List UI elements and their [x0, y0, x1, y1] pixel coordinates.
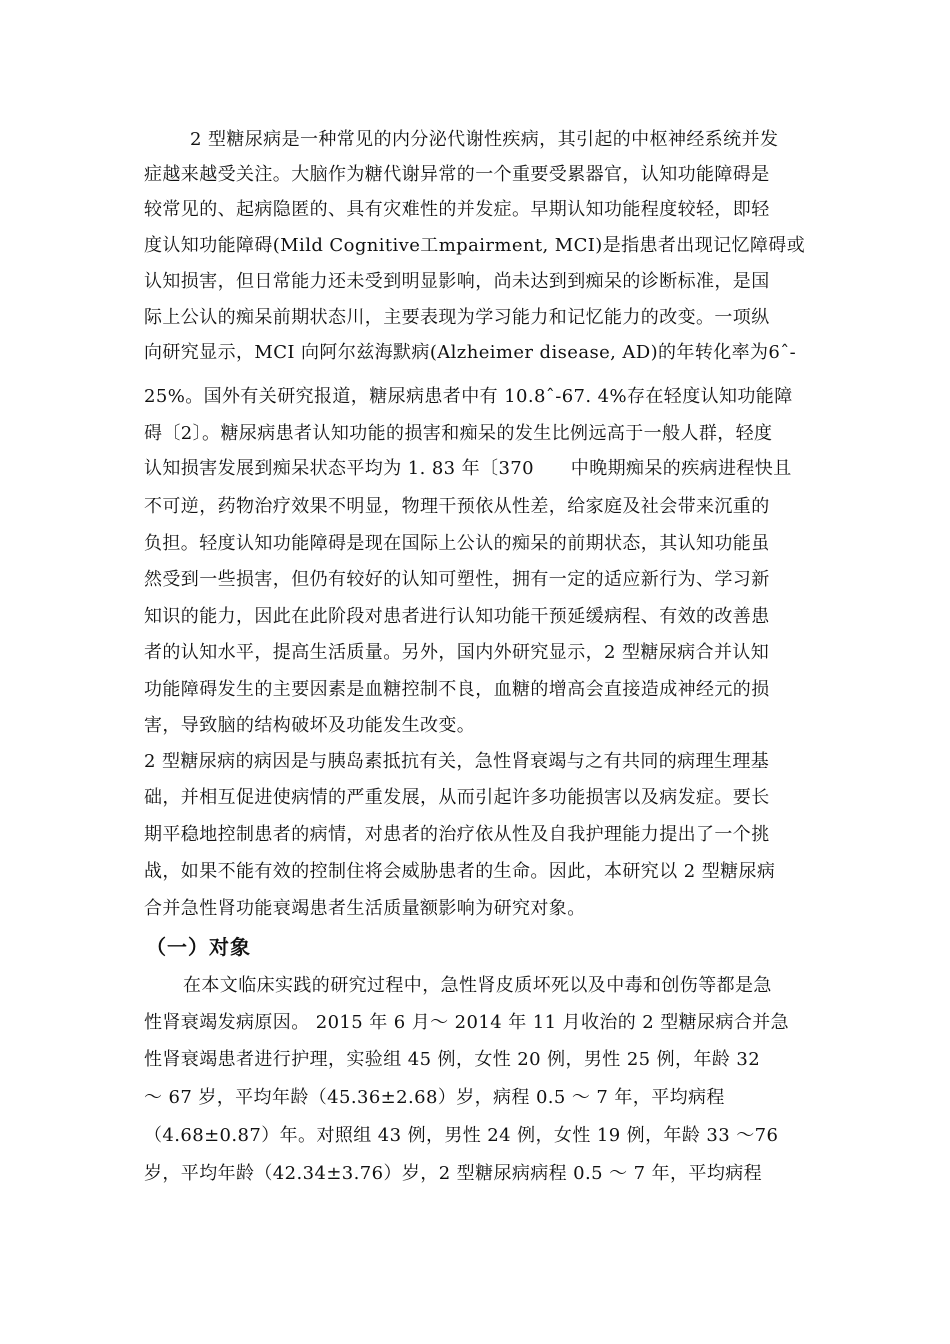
- paragraph-2-line-1: 2 型糖尿病的病因是与胰岛素抵抗有关，急性肾衰竭与之有共同的病理生理基: [144, 751, 770, 772]
- paragraph-1-line-10: 认知损害发展到痴呆状态平均为 1. 83 年〔370 中晚期痴呆的疾病进程快且: [144, 458, 792, 479]
- paragraph-1-line-13: 然受到一些损害，但仍有较好的认知可塑性，拥有一定的适应新行为、学习新: [144, 569, 770, 590]
- paragraph-1-line-5: 认知损害，但日常能力还未受到明显影响，尚未达到到痴呆的诊断标准，是国: [144, 271, 770, 292]
- paragraph-1-line-1: 2 型糖尿病是一种常见的内分泌代谢性疾病，其引起的中枢神经系统并发: [190, 129, 779, 150]
- paragraph-1-line-4: 度认知功能障碍(Mild Cognitive工mpairment, MCI)是指患者出现记忆障碍或: [144, 235, 806, 256]
- paragraph-3-line-1: 在本文临床实践的研究过程中，急性肾皮质坏死以及中毒和创伤等都是急: [183, 975, 772, 996]
- paragraph-1-line-2: 症越来越受关注。大脑作为糖代谢异常的一个重要受累器官，认知功能障碍是: [144, 164, 770, 185]
- paragraph-1-line-15: 者的认知水平，提高生活质量。另外，国内外研究显示，2 型糖尿病合并认知: [144, 642, 770, 663]
- section-heading: （一）对象: [146, 935, 251, 959]
- paragraph-3-line-3: 性肾衰竭患者进行护理，实验组 45 例，女性 20 例，男性 25 例，年龄 32: [144, 1049, 761, 1070]
- paragraph-1-line-7: 向研究显示，MCI 向阿尔兹海默病(Alzheimer disease, AD)的年转化率为6ˆ-: [144, 342, 797, 363]
- paragraph-1-line-3: 较常见的、起病隐匿的、具有灾难性的并发症。早期认知功能程度较轻，即轻: [144, 199, 770, 220]
- paragraph-3-line-2: 性肾衰竭发病原因。 2015 年 6 月～ 2014 年 11 月收治的 2 型糖尿病合并急: [144, 1012, 790, 1033]
- paragraph-2-line-2: 础，并相互促进使病情的严重发展，从而引起许多功能损害以及病发症。要长: [144, 787, 770, 808]
- paragraph-1-line-14: 知识的能力，因此在此阶段对患者进行认知功能干预延缓病程、有效的改善患: [144, 606, 770, 627]
- paragraph-3-line-6: 岁，平均年龄（42.34±3.76）岁，2 型糖尿病病程 0.5 ～ 7 年，平均病程: [144, 1163, 763, 1184]
- paragraph-2-line-5: 合并急性肾功能衰竭患者生活质量额影响为研究对象。: [144, 898, 586, 919]
- paragraph-1-line-17: 害，导致脑的结构破坏及功能发生改变。: [144, 715, 476, 736]
- paragraph-1-line-11: 不可逆，药物治疗效果不明显，物理干预依从性差，给家庭及社会带来沉重的: [144, 496, 770, 517]
- paragraph-1-line-8: 25%。国外有关研究报道，糖尿病患者中有 10.8ˆ-67. 4%存在轻度认知功能障: [144, 386, 793, 407]
- paragraph-3-line-4: ～ 67 岁，平均年龄（45.36±2.68）岁，病程 0.5 ～ 7 年，平均病程: [144, 1087, 725, 1108]
- paragraph-2-line-3: 期平稳地控制患者的病情，对患者的治疗依从性及自我护理能力提出了一个挑: [144, 824, 770, 845]
- paragraph-1-line-12: 负担。轻度认知功能障碍是现在国际上公认的痴呆的前期状态，其认知功能虽: [144, 533, 770, 554]
- paragraph-1-line-6: 际上公认的痴呆前期状态川，主要表现为学习能力和记忆能力的改变。一项纵: [144, 307, 770, 328]
- paragraph-1-line-9: 碍〔2〕。糖尿病患者认知功能的损害和痴呆的发生比例远高于一般人群，轻度: [144, 423, 773, 444]
- paragraph-1-line-16: 功能障碍发生的主要因素是血糖控制不良，血糖的增高会直接造成神经元的损: [144, 679, 770, 700]
- paragraph-2-line-4: 战，如果不能有效的控制住将会威胁患者的生命。因此，本研究以 2 型糖尿病: [144, 861, 776, 882]
- paragraph-3-line-5: （4.68±0.87）年。对照组 43 例，男性 24 例，女性 19 例，年龄 33 ～76: [144, 1125, 779, 1146]
